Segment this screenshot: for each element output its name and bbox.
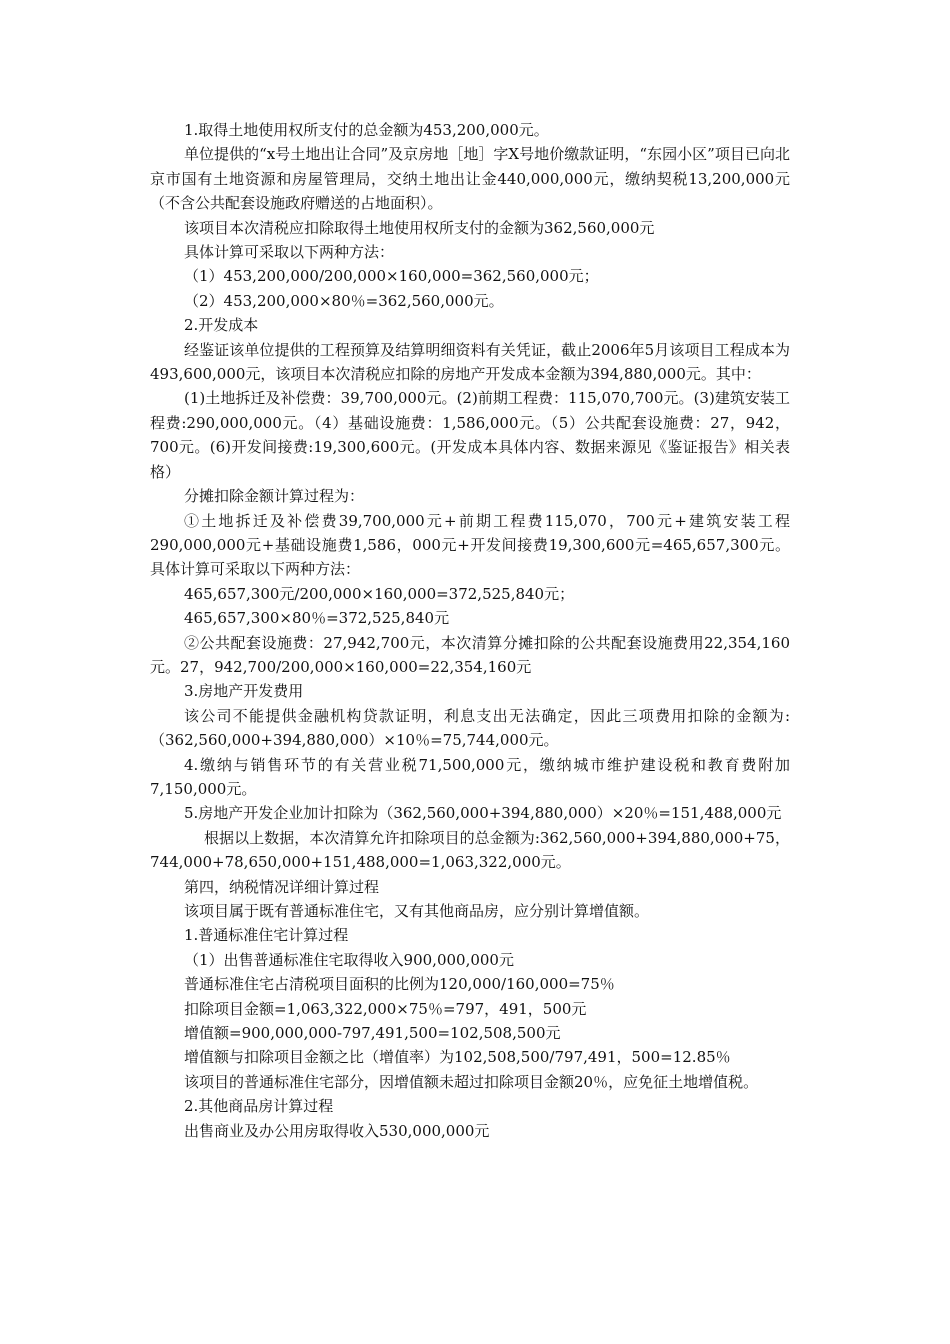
paragraph: 经鉴证该单位提供的工程预算及结算明细资料有关凭证，截止2006年5月该项目工程成本为493,600,000元，该项目本次清税应扣除的房地产开发成本金额为394,880,000元。其中：	[150, 340, 790, 384]
paragraph: 2.其他商品房计算过程	[184, 1097, 334, 1116]
paragraph: 普通标准住宅占清税项目面积的比例为120,000/160,000=75％	[184, 975, 615, 994]
paragraph: （1）453,200,000/200,000×160,000=362,560,000元；	[184, 267, 599, 286]
paragraph: 出售商业及办公用房取得收入530,000,000元	[184, 1121, 490, 1140]
paragraph: 单位提供的“x号土地出让合同”及京房地［地］字X号地价缴款证明，“东园小区”项目已向北京市国有土地资源和房屋管理局，交纳土地出让金440,000,000元，缴纳契税13,200,000元（不含公共配套设施政府赠送的占地面积）。	[150, 145, 790, 213]
paragraph: 分摊扣除金额计算过程为：	[184, 487, 365, 506]
paragraph: 4.缴纳与销售环节的有关营业税71,500,000元，缴纳城市维护建设税和教育费附加7,150,000元。	[150, 755, 790, 798]
paragraph: （2）453,200,000×80％=362,560,000元。	[184, 291, 504, 310]
paragraph: 该公司不能提供金融机构贷款证明，利息支出无法确定，因此三项费用扣除的金额为:（362,560,000+394,880,000）×10％=75,744,000元。	[150, 706, 790, 750]
paragraph: 该项目本次清税应扣除取得土地使用权所支付的金额为362,560,000元	[184, 218, 655, 237]
paragraph: 该项目属于既有普通标准住宅，又有其他商品房，应分别计算增值额。	[184, 902, 650, 920]
document-body	[150, 118, 790, 1143]
paragraph: 1.普通标准住宅计算过程	[184, 926, 349, 945]
paragraph: 扣除项目金额=1,063,322,000×75％=797，491，500元	[184, 999, 587, 1018]
paragraph: 根据以上数据，本次清算允许扣除项目的总金额为:362,560,000+394,880,000+75，744,000+78,650,000+151,488,000=1,063,322,000元。	[150, 828, 790, 872]
paragraph: 1.取得土地使用权所支付的总金额为453,200,000元。	[184, 121, 549, 139]
paragraph: 2.开发成本	[184, 316, 259, 335]
paragraph: ②公共配套设施费：27,942,700元，本次清算分摊扣除的公共配套设施费用22,354,160元。27，942,700/200,000×160,000=22,354,160元	[150, 633, 790, 676]
paragraph: 5.房地产开发企业加计扣除为（362,560,000+394,880,000）×20％=151,488,000元	[184, 804, 782, 823]
paragraph: 465,657,300×80％=372,525,840元	[184, 609, 450, 628]
paragraph: 该项目的普通标准住宅部分，因增值额未超过扣除项目金额20％，应免征土地增值税。	[184, 1072, 759, 1091]
paragraph: 3.房地产开发费用	[184, 682, 304, 701]
paragraph: 具体计算可采取以下两种方法：	[184, 243, 395, 262]
paragraph: (1)土地拆迁及补偿费：39,700,000元。(2)前期工程费：115,070,700元。(3)建筑安装工程费:290,000,000元。（4）基础设施费：1,586,000元。（5）公共配套设施费：27，942，700元。(6)开发间接费:19,300,600元。(开发成本具体内容、数据来源见《鉴证报告》相关表格）	[150, 389, 790, 481]
paragraph: 465,657,300元/200,000×160,000=372,525,840元；	[184, 584, 575, 603]
paragraph: 增值额=900,000,000-797,491,500=102,508,500元	[184, 1024, 561, 1043]
paragraph: 第四，纳税情况详细计算过程	[184, 877, 380, 896]
paragraph: 增值额与扣除项目金额之比（增值率）为102,508,500/797,491，500=12.85％	[184, 1048, 731, 1067]
paragraph: ①土地拆迁及补偿费39,700,000元+前期工程费115,070，700元+建筑安装工程290,000,000元+基础设施费1,586，000元+开发间接费19,300,600元=465,657,300元。具体计算可采取以下两种方法：	[150, 511, 790, 579]
paragraph: （1）出售普通标准住宅取得收入900,000,000元	[184, 950, 514, 969]
